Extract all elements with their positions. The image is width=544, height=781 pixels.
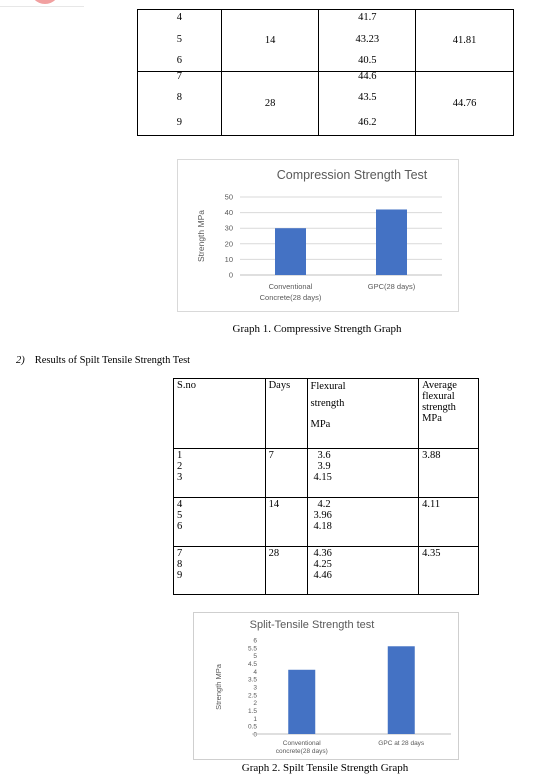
sno: 2 bbox=[177, 461, 183, 472]
x-category-label: Concrete(28 days) bbox=[259, 293, 322, 302]
sno-cell bbox=[138, 10, 222, 72]
table-header-row bbox=[174, 379, 479, 449]
section-number: 2) bbox=[16, 355, 25, 366]
days-cell: 14 bbox=[265, 498, 307, 547]
section-heading bbox=[16, 355, 190, 366]
strength-cell bbox=[319, 72, 416, 136]
strength-cell bbox=[307, 547, 419, 595]
chart-title: Compression Strength Test bbox=[276, 168, 428, 182]
x-category-label: concrete(28 days) bbox=[275, 748, 328, 755]
compression-chart-svg bbox=[178, 160, 458, 311]
header-line: MPa bbox=[310, 419, 331, 430]
strength-cell bbox=[307, 498, 419, 547]
days-cell: 7 bbox=[265, 449, 307, 498]
graph2-caption: Graph 2. Spilt Tensile Strength Graph bbox=[241, 762, 409, 774]
y-tick-label: 2.5 bbox=[247, 692, 257, 700]
header-days: Days bbox=[265, 379, 307, 449]
header-sno: S.no bbox=[174, 379, 266, 449]
strength-value: 41.7 bbox=[358, 12, 377, 23]
graph1-caption: Graph 1. Compressive Strength Graph bbox=[232, 323, 402, 335]
header-strength bbox=[307, 379, 419, 449]
section-title: Results of Spilt Tensile Strength Test bbox=[34, 355, 191, 366]
strength-value: 4.2 bbox=[317, 499, 331, 510]
y-tick-label: 5.5 bbox=[247, 645, 257, 653]
y-tick-label: 0.5 bbox=[247, 723, 257, 731]
y-tick-label: 50 bbox=[224, 192, 233, 202]
average-cell: 4.11 bbox=[419, 498, 479, 547]
y-axis-label: Strength MPa bbox=[214, 664, 223, 710]
y-tick-label: 4 bbox=[253, 668, 257, 676]
chart-title: Split-Tensile Strength test bbox=[249, 619, 375, 631]
strength-value: 4.36 bbox=[313, 548, 332, 559]
split-tensile-chart bbox=[193, 612, 459, 760]
x-category-label: Conventional bbox=[268, 282, 313, 291]
y-tick-label: 4.5 bbox=[247, 661, 257, 668]
strength-cell bbox=[307, 449, 419, 498]
header-average bbox=[419, 379, 479, 449]
sno: 6 bbox=[177, 521, 183, 532]
sno-cell bbox=[174, 547, 266, 595]
bar bbox=[376, 209, 407, 275]
logo-fragment bbox=[30, 0, 60, 4]
header-rule bbox=[0, 6, 84, 7]
bar bbox=[388, 646, 415, 734]
sno-cell bbox=[174, 498, 266, 547]
average-cell: 41.81 bbox=[416, 10, 514, 72]
compression-chart bbox=[177, 159, 459, 312]
table-row bbox=[174, 449, 479, 498]
average-cell: 4.35 bbox=[419, 547, 479, 595]
table-row bbox=[174, 547, 479, 595]
y-tick-label: 5 bbox=[253, 653, 257, 661]
strength-value: 44.6 bbox=[358, 71, 377, 82]
header-line: flexural bbox=[422, 391, 455, 402]
sno: 3 bbox=[177, 472, 183, 483]
y-tick-label: 1.5 bbox=[247, 708, 257, 715]
strength-value: 4.46 bbox=[313, 570, 332, 581]
split-tensile-chart-svg bbox=[194, 613, 458, 759]
days-cell: 28 bbox=[221, 72, 319, 136]
strength-value: 3.6 bbox=[317, 450, 331, 461]
strength-value: 43.23 bbox=[355, 34, 380, 45]
header-line: strength bbox=[422, 402, 456, 413]
strength-value: 43.5 bbox=[358, 92, 377, 103]
y-tick-label: 1 bbox=[253, 715, 257, 723]
y-tick-label: 6 bbox=[253, 637, 257, 645]
y-tick-label: 2 bbox=[253, 700, 257, 708]
strength-value: 4.15 bbox=[313, 472, 332, 483]
header-line: Average bbox=[422, 380, 457, 391]
sno-cell bbox=[174, 449, 266, 498]
average-cell: 44.76 bbox=[416, 72, 514, 136]
bar bbox=[288, 670, 315, 734]
table-row bbox=[138, 10, 514, 72]
strength-value: 4.18 bbox=[313, 521, 332, 532]
header-line: Flexural bbox=[310, 381, 346, 392]
days-cell: 28 bbox=[265, 547, 307, 595]
sno: 5 bbox=[176, 34, 182, 45]
y-tick-label: 0 bbox=[253, 731, 257, 739]
y-tick-label: 40 bbox=[224, 208, 233, 218]
x-category-label: GPC(28 days) bbox=[367, 282, 416, 291]
y-tick-label: 3.5 bbox=[247, 676, 257, 684]
y-tick-label: 20 bbox=[224, 239, 233, 249]
sno: 8 bbox=[177, 559, 183, 570]
average-cell: 3.88 bbox=[419, 449, 479, 498]
sno: 8 bbox=[176, 92, 182, 103]
sno: 7 bbox=[177, 548, 183, 559]
sno: 1 bbox=[177, 450, 183, 461]
sno: 9 bbox=[176, 117, 182, 128]
sno-cell bbox=[138, 72, 222, 136]
strength-value: 46.2 bbox=[358, 117, 377, 128]
header-line: MPa bbox=[422, 413, 442, 424]
sno: 4 bbox=[177, 499, 183, 510]
table-row bbox=[174, 498, 479, 547]
y-axis-label: Strength MPa bbox=[196, 210, 206, 262]
sno: 4 bbox=[176, 12, 182, 23]
strength-value: 40.5 bbox=[358, 55, 377, 66]
strength-value: 3.96 bbox=[313, 510, 332, 521]
strength-value: 4.25 bbox=[313, 559, 332, 570]
table-row bbox=[138, 72, 514, 136]
sno: 7 bbox=[176, 71, 182, 82]
days-cell: 14 bbox=[221, 10, 319, 72]
sno: 9 bbox=[177, 570, 183, 581]
y-tick-label: 3 bbox=[253, 684, 257, 692]
sno: 5 bbox=[177, 510, 183, 521]
y-tick-label: 0 bbox=[228, 270, 233, 280]
header-line: strength bbox=[310, 398, 345, 409]
x-category-label: Conventional bbox=[282, 740, 321, 747]
split-tensile-table bbox=[173, 378, 479, 595]
strength-value: 3.9 bbox=[317, 461, 331, 472]
sno: 6 bbox=[176, 55, 182, 66]
y-tick-label: 10 bbox=[224, 254, 233, 264]
bar bbox=[275, 228, 306, 275]
compressive-strength-table bbox=[137, 9, 514, 136]
strength-cell bbox=[319, 10, 416, 72]
x-category-label: GPC at 28 days bbox=[378, 740, 425, 747]
y-tick-label: 30 bbox=[224, 223, 233, 233]
